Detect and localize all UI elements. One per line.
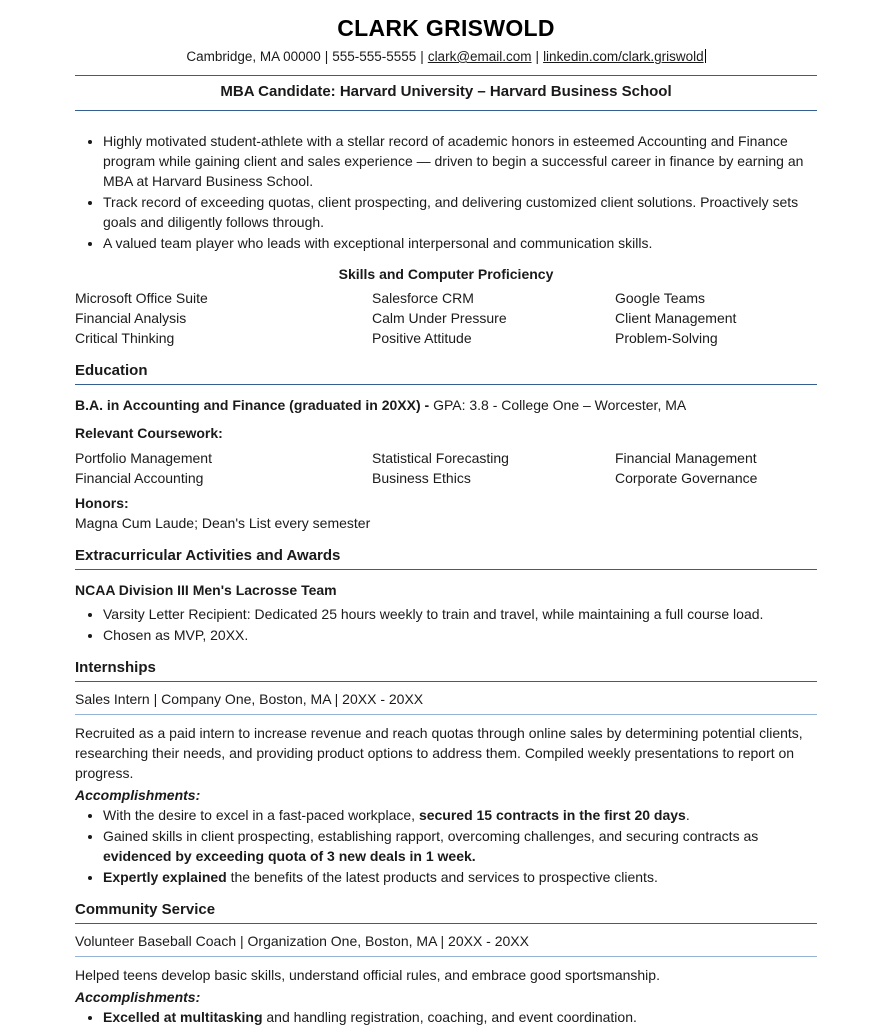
skill-item: Problem-Solving [615,330,718,346]
bullet-bold-text: Excelled at multitasking [103,1009,263,1025]
accomplishments-label: Accomplishments: [75,989,201,1005]
course-item: Business Ethics [372,470,471,486]
contact-line [75,48,817,76]
degree-details: GPA: 3.8 - College One – Worcester, MA [429,397,687,413]
bullet-bold-text: secured 15 contracts in the first 20 days [418,807,686,823]
honors-text: Magna Cum Laude; Dean's List every semester [75,515,371,531]
skill-item: Positive Attitude [372,330,472,346]
degree-line [75,395,817,415]
linkedin-link[interactable]: linkedin.com/clark.griswold [543,49,704,64]
skill-item: Google Teams [615,290,706,306]
skills-section [75,265,817,348]
community-accomplishments-list [103,1007,817,1027]
accomplishment-bullet [103,826,817,866]
separator: | [420,49,424,64]
extracurricular-heading: Extracurricular Activities and Awards [75,547,817,570]
bullet-text: With the desire to excel in a fast-paced workplace, [103,807,419,823]
separator: | [535,49,540,64]
accomplishment-bullet [103,805,817,825]
skill-item: Financial Analysis [75,310,187,326]
skill-item: Microsoft Office Suite [75,290,208,306]
accomplishment-bullet [103,867,817,887]
header [75,14,817,111]
phone-text: 555-555-5555 [332,49,417,64]
bullet-bold-text: Expertly explained [103,869,227,885]
email-link[interactable]: clark@email.com [427,49,532,64]
skill-item: Critical Thinking [75,330,175,346]
headline: MBA Candidate: Harvard University – Harvard Business School [75,76,817,111]
text-cursor [705,49,706,63]
accomplishment-bullet [103,1007,817,1027]
community-service-section [75,901,817,1027]
extracurricular-section [75,547,817,645]
course-item: Portfolio Management [75,450,212,466]
community-service-heading: Community Service [75,901,817,924]
separator: | [324,49,329,64]
skill-item: Client Management [615,310,737,326]
bullet-text: and handling registration, coaching, and event coordination. [262,1009,637,1025]
education-section [75,362,817,533]
honors-label: Honors: [75,495,129,511]
bullet-bold-text: evidenced by exceeding quota of 3 new deals in 1 week. [103,848,476,864]
course-item: Statistical Forecasting [372,450,509,466]
skills-grid [75,288,817,348]
internships-heading: Internships [75,659,817,682]
internships-section [75,659,817,887]
internship-accomplishments-list [103,805,817,887]
extracurricular-bullet: • Varsity Letter Recipient: Dedicated 25 hours weekly to train and travel, while maintaining a full course load. [103,604,817,624]
education-heading: Education [75,362,817,385]
location-text: Cambridge, MA 00000 [186,49,321,64]
summary-bullet: • Highly motivated student-athlete with a stellar record of academic honors in esteemed Accounting and Finance program while gaining client and sales experience — driven to begin a successful career in finance by earning an MBA at Harvard Business School. [103,131,817,191]
extracurricular-list [103,604,817,645]
skills-heading: Skills and Computer Proficiency [338,266,554,282]
summary-bullet: • A valued team player who leads with exceptional interpersonal and communication skills. [103,233,817,253]
summary-list [103,131,817,253]
internship-role-line: Sales Intern | Company One, Boston, MA | 20XX - 20XX [75,689,817,715]
course-item: Financial Accounting [75,470,204,486]
accomplishments-label: Accomplishments: [75,787,201,803]
extracurricular-bullet: • Chosen as MVP, 20XX. [103,625,817,645]
degree-title: B.A. in Accounting and Finance (graduated in 20XX) - [75,397,430,413]
community-description: Helped teens develop basic skills, understand official rules, and embrace good sportsmanship. [75,967,660,983]
skill-item: Salesforce CRM [372,290,474,306]
skill-item: Calm Under Pressure [372,310,507,326]
community-role-line: Volunteer Baseball Coach | Organization One, Boston, MA | 20XX - 20XX [75,931,817,957]
internship-description: Recruited as a paid intern to increase revenue and reach quotas through online sales by determining potential clients, researching their needs, and providing product options to address them. Compiled weekly presentations to report on progress. [75,725,803,781]
coursework-label: Relevant Coursework: [75,425,223,441]
coursework-grid [75,448,817,488]
course-item: Financial Management [615,450,757,466]
bullet-text: the benefits of the latest products and services to prospective clients. [226,869,658,885]
bullet-text: Gained skills in client prospecting, establishing rapport, overcoming challenges, and securing contracts as [103,828,759,844]
bullet-text: . [685,807,690,823]
summary-bullet: • Track record of exceeding quotas, client prospecting, and delivering customized client solutions. Proactively sets goals and diligently follows through. [103,192,817,232]
team-name: NCAA Division III Men's Lacrosse Team [75,582,337,598]
course-item: Corporate Governance [615,470,758,486]
candidate-name: CLARK GRISWOLD [337,15,555,41]
